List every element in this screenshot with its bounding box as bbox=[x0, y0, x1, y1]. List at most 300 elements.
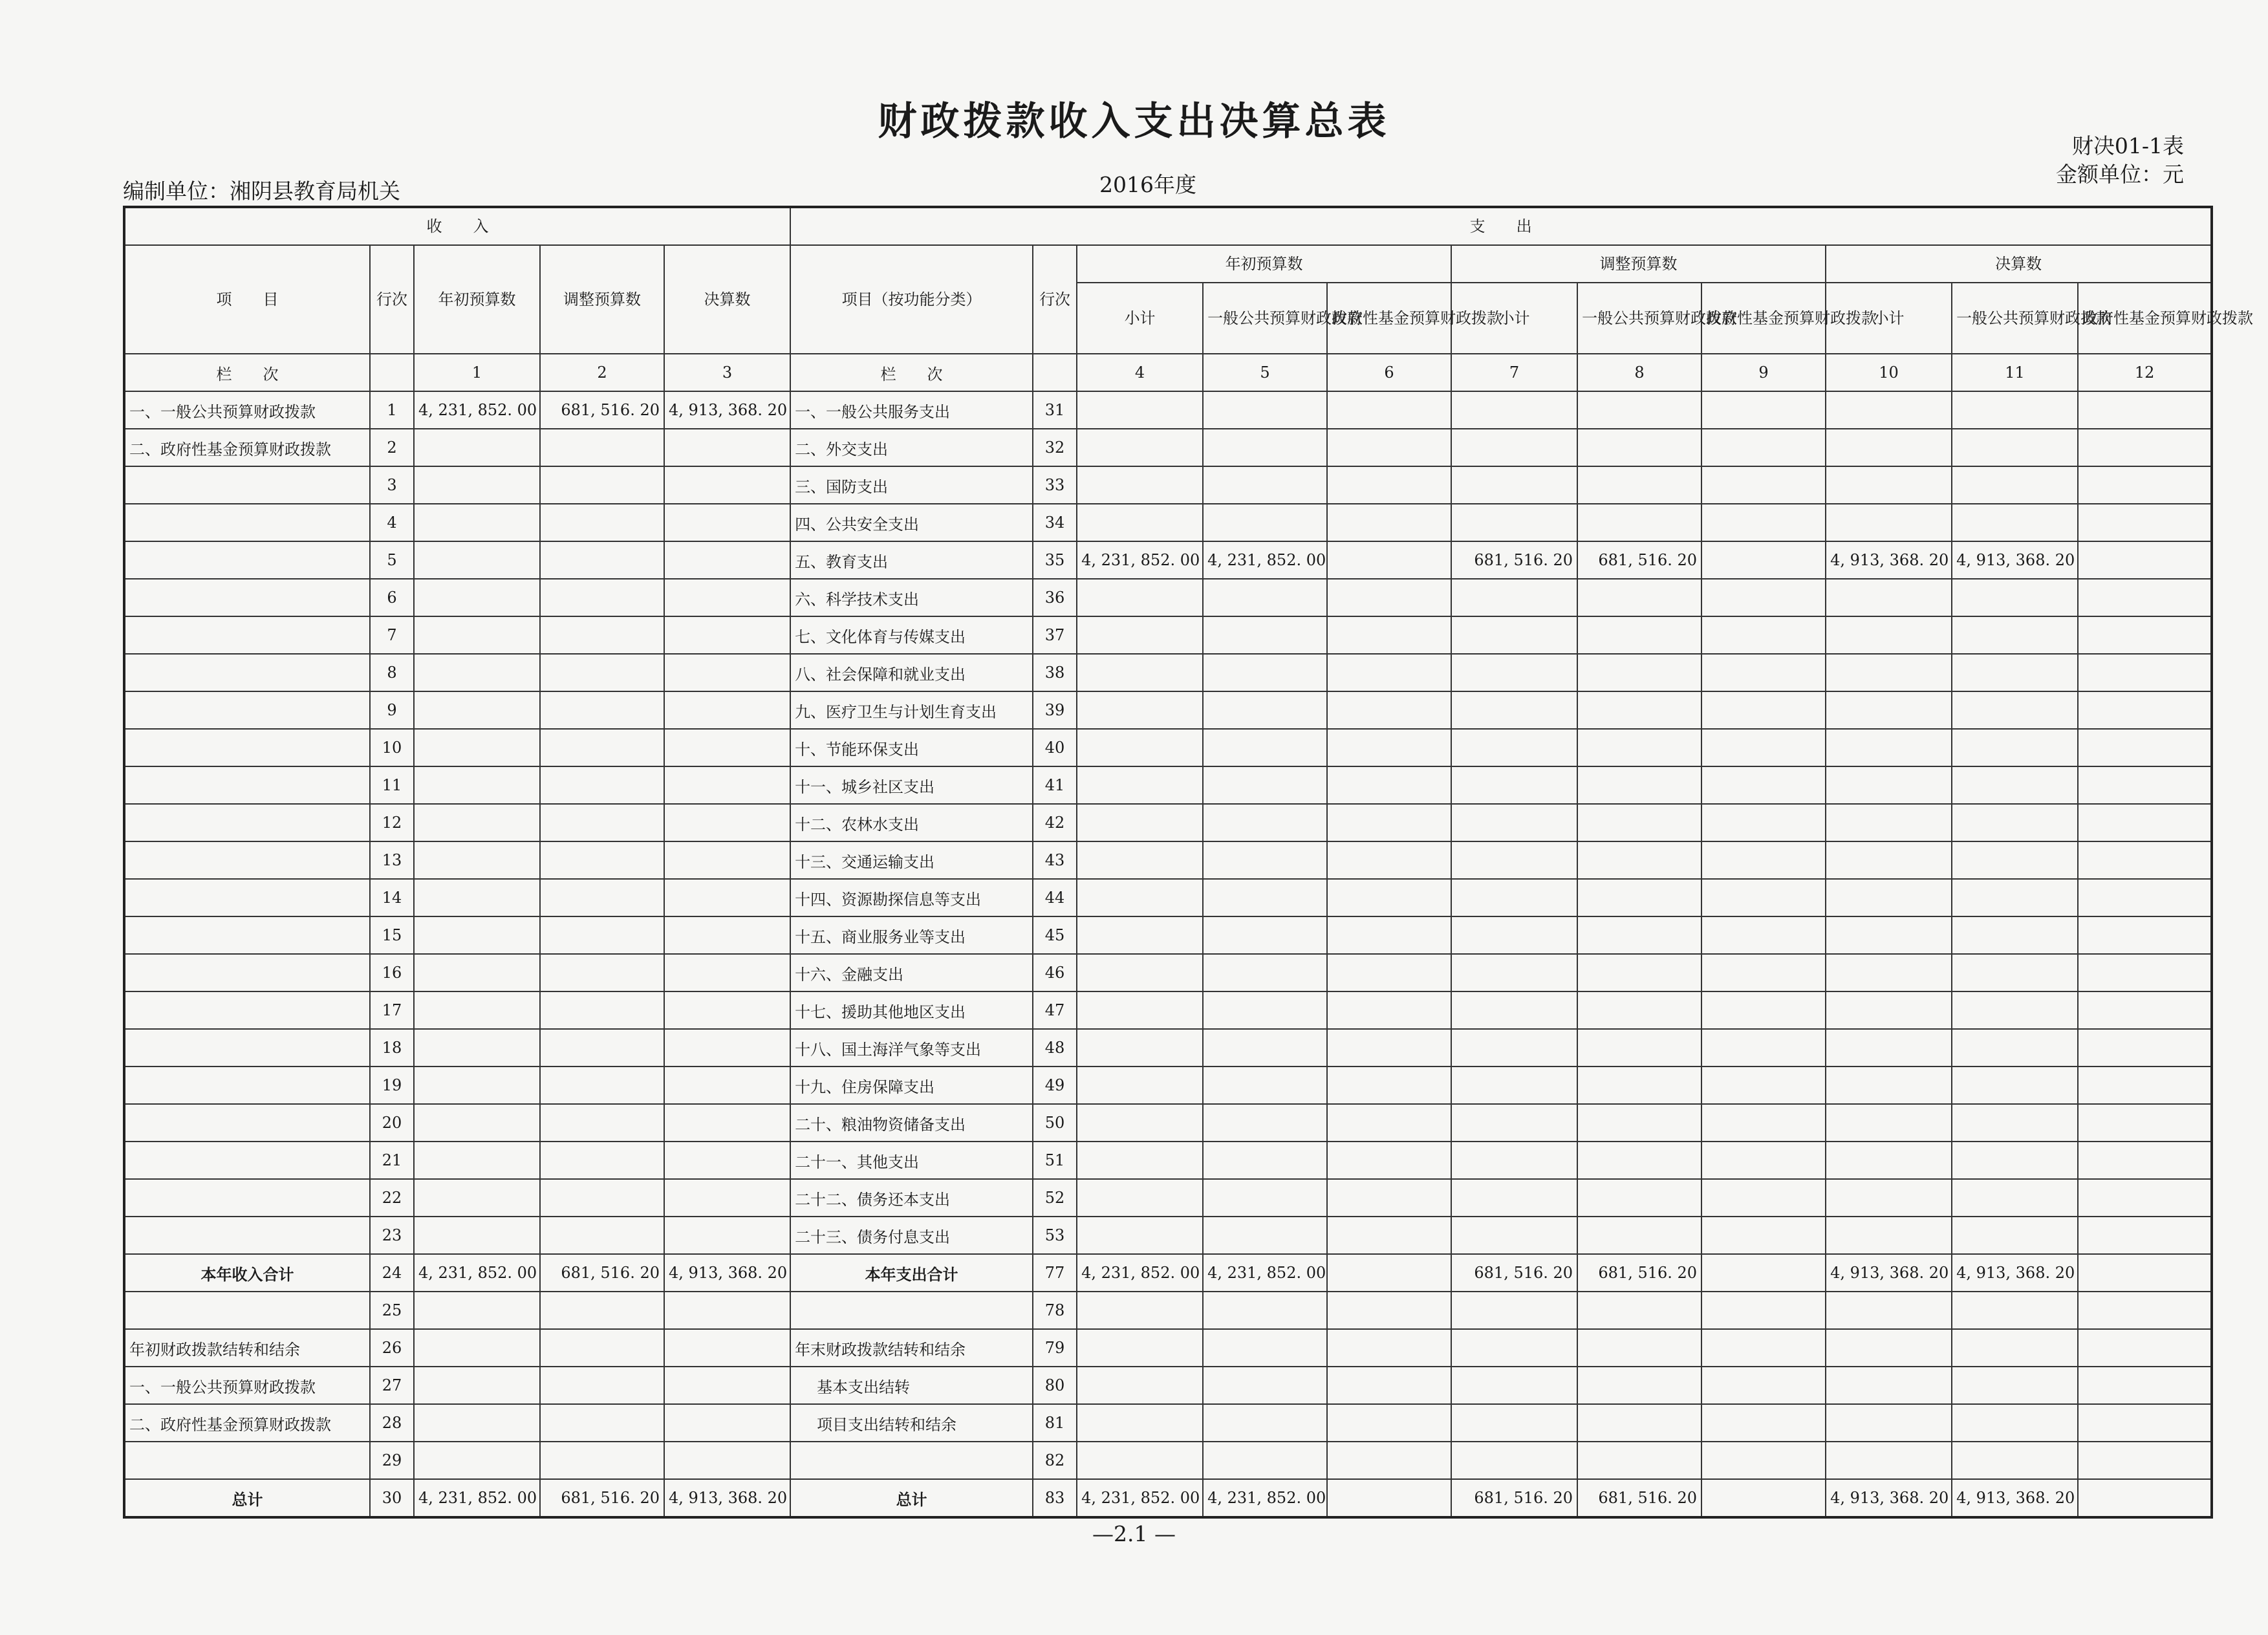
income-value bbox=[664, 579, 790, 616]
expense-value bbox=[1701, 541, 1826, 579]
col-index: 11 bbox=[1952, 354, 2078, 391]
income-value bbox=[414, 879, 540, 916]
income-value bbox=[664, 766, 790, 804]
sub-total-header: 小计 bbox=[1077, 283, 1203, 354]
expense-value bbox=[1952, 654, 2078, 691]
expense-value bbox=[1451, 991, 1577, 1029]
expense-row-number: 81 bbox=[1033, 1404, 1077, 1442]
organization: 编制单位：湘阴县教育局机关 bbox=[123, 179, 400, 204]
income-item bbox=[124, 541, 370, 579]
income-initial-header: 年初预算数 bbox=[414, 245, 540, 354]
table-row bbox=[124, 429, 2212, 466]
col-index: 7 bbox=[1451, 354, 1577, 391]
income-value bbox=[540, 729, 664, 766]
expense-value bbox=[2078, 879, 2212, 916]
col-index: 1 bbox=[414, 354, 540, 391]
expense-value bbox=[1952, 1367, 2078, 1404]
income-value bbox=[540, 1404, 664, 1442]
expense-value bbox=[1203, 1292, 1327, 1329]
expense-value bbox=[1826, 691, 1952, 729]
expense-item bbox=[790, 1442, 1033, 1479]
expense-value bbox=[1952, 766, 2078, 804]
expense-value bbox=[1203, 1029, 1327, 1067]
expense-row-number: 51 bbox=[1033, 1142, 1077, 1179]
expense-value bbox=[1203, 766, 1327, 804]
expense-value bbox=[1577, 954, 1701, 991]
sub-general-header: 一般公共预算财政拨款 bbox=[1952, 283, 2078, 354]
expense-value bbox=[1577, 1292, 1701, 1329]
expense-item: 二十、粮油物资储备支出 bbox=[790, 1104, 1033, 1142]
income-value bbox=[540, 841, 664, 879]
income-item-header: 项 目 bbox=[124, 245, 370, 354]
income-item: 一、一般公共预算财政拨款 bbox=[124, 391, 370, 429]
expense-value bbox=[1952, 1104, 2078, 1142]
table-row bbox=[124, 466, 2212, 504]
income-row-number: 19 bbox=[370, 1067, 414, 1104]
expense-row-number: 45 bbox=[1033, 916, 1077, 954]
expense-value bbox=[1701, 504, 1826, 541]
expense-row-number: 40 bbox=[1033, 729, 1077, 766]
expense-value bbox=[1952, 841, 2078, 879]
expense-value bbox=[2078, 916, 2212, 954]
expense-value bbox=[1451, 804, 1577, 841]
expense-value bbox=[1577, 804, 1701, 841]
table-row bbox=[124, 579, 2212, 616]
expense-value bbox=[1451, 1142, 1577, 1179]
table-row bbox=[124, 841, 2212, 879]
sub-general-header: 一般公共预算财政拨款 bbox=[1577, 283, 1701, 354]
income-value bbox=[664, 654, 790, 691]
income-value bbox=[414, 1442, 540, 1479]
expense-value bbox=[1826, 391, 1952, 429]
expense-value bbox=[1451, 504, 1577, 541]
income-value bbox=[414, 729, 540, 766]
income-item bbox=[124, 1179, 370, 1217]
expense-value bbox=[1826, 954, 1952, 991]
table-row bbox=[124, 541, 2212, 579]
expense-value bbox=[1577, 616, 1701, 654]
expense-item: 十四、资源勘探信息等支出 bbox=[790, 879, 1033, 916]
expense-item: 十一、城乡社区支出 bbox=[790, 766, 1033, 804]
expense-value bbox=[1077, 766, 1203, 804]
income-value bbox=[540, 1292, 664, 1329]
expense-value bbox=[1701, 1404, 1826, 1442]
expense-value bbox=[1701, 691, 1826, 729]
income-item bbox=[124, 1217, 370, 1254]
expense-value bbox=[1203, 1404, 1327, 1442]
expense-value bbox=[1826, 579, 1952, 616]
expense-value bbox=[1077, 1217, 1203, 1254]
expense-value bbox=[2078, 429, 2212, 466]
expense-value bbox=[1826, 991, 1952, 1029]
expense-item bbox=[790, 1292, 1033, 1329]
expense-value bbox=[1577, 1404, 1701, 1442]
expense-value bbox=[1203, 879, 1327, 916]
expense-value bbox=[1327, 579, 1451, 616]
income-value bbox=[664, 1404, 790, 1442]
expense-value bbox=[1701, 766, 1826, 804]
sub-total-header: 小计 bbox=[1451, 283, 1577, 354]
table-row bbox=[124, 954, 2212, 991]
expense-value bbox=[2078, 1104, 2212, 1142]
income-value: 4, 231, 852. 00 bbox=[414, 1254, 540, 1292]
income-value bbox=[664, 991, 790, 1029]
expense-row-number: 38 bbox=[1033, 654, 1077, 691]
expense-row-number: 49 bbox=[1033, 1067, 1077, 1104]
expense-value bbox=[1701, 466, 1826, 504]
expense-value bbox=[1826, 1104, 1952, 1142]
income-value bbox=[540, 429, 664, 466]
expense-value bbox=[1077, 991, 1203, 1029]
expense-value bbox=[1701, 1367, 1826, 1404]
expense-value bbox=[2078, 729, 2212, 766]
column-index-row bbox=[124, 354, 2212, 391]
expense-value bbox=[1077, 429, 1203, 466]
income-item bbox=[124, 841, 370, 879]
table-row bbox=[124, 391, 2212, 429]
table-row bbox=[124, 1067, 2212, 1104]
income-row-number: 8 bbox=[370, 654, 414, 691]
expense-value bbox=[1577, 991, 1701, 1029]
income-item bbox=[124, 579, 370, 616]
income-value bbox=[540, 691, 664, 729]
expense-value: 681, 516. 20 bbox=[1451, 541, 1577, 579]
expense-value bbox=[1826, 1404, 1952, 1442]
expense-item: 八、社会保障和就业支出 bbox=[790, 654, 1033, 691]
expense-value bbox=[1952, 504, 2078, 541]
expense-row-number: 31 bbox=[1033, 391, 1077, 429]
income-row-number: 30 bbox=[370, 1479, 414, 1517]
income-item bbox=[124, 916, 370, 954]
expense-value bbox=[1077, 729, 1203, 766]
income-value bbox=[414, 1067, 540, 1104]
expense-row-number: 77 bbox=[1033, 1254, 1077, 1292]
income-value bbox=[540, 766, 664, 804]
expense-value: 4, 913, 368. 20 bbox=[1952, 1254, 2078, 1292]
expense-value bbox=[2078, 1479, 2212, 1517]
income-value bbox=[664, 1329, 790, 1367]
income-item bbox=[124, 1067, 370, 1104]
expense-value bbox=[1327, 804, 1451, 841]
expense-value bbox=[1952, 879, 2078, 916]
expense-value bbox=[1451, 691, 1577, 729]
expense-row-number: 48 bbox=[1033, 1029, 1077, 1067]
income-value bbox=[540, 1142, 664, 1179]
expense-value bbox=[1577, 766, 1701, 804]
expense-value bbox=[1826, 654, 1952, 691]
income-value bbox=[664, 841, 790, 879]
expense-row-number: 33 bbox=[1033, 466, 1077, 504]
expense-value bbox=[1451, 1067, 1577, 1104]
expense-value bbox=[1952, 729, 2078, 766]
expense-value bbox=[1327, 954, 1451, 991]
expense-value bbox=[1701, 1142, 1826, 1179]
expense-row-number: 32 bbox=[1033, 429, 1077, 466]
expense-value bbox=[2078, 804, 2212, 841]
expense-item: 二十一、其他支出 bbox=[790, 1142, 1033, 1179]
income-item bbox=[124, 1292, 370, 1329]
expense-value bbox=[1701, 1479, 1826, 1517]
expense-value bbox=[1451, 841, 1577, 879]
income-value bbox=[664, 1067, 790, 1104]
col-index: 12 bbox=[2078, 354, 2212, 391]
form-number: 财决01-1表 bbox=[2071, 133, 2184, 158]
expense-value bbox=[2078, 466, 2212, 504]
income-value bbox=[540, 1329, 664, 1367]
income-item bbox=[124, 991, 370, 1029]
income-value: 4, 913, 368. 20 bbox=[664, 1254, 790, 1292]
expense-value bbox=[1952, 1292, 2078, 1329]
income-value bbox=[414, 841, 540, 879]
expense-value bbox=[1826, 1442, 1952, 1479]
income-row-number: 6 bbox=[370, 579, 414, 616]
expense-item: 四、公共安全支出 bbox=[790, 504, 1033, 541]
income-value bbox=[664, 429, 790, 466]
col-index: 9 bbox=[1701, 354, 1826, 391]
income-item bbox=[124, 1029, 370, 1067]
income-row-number: 1 bbox=[370, 391, 414, 429]
income-value bbox=[540, 504, 664, 541]
expense-value bbox=[1952, 579, 2078, 616]
income-value bbox=[540, 1367, 664, 1404]
income-item: 二、政府性基金预算财政拨款 bbox=[124, 1404, 370, 1442]
income-value: 681, 516. 20 bbox=[540, 1254, 664, 1292]
expense-value bbox=[1327, 654, 1451, 691]
table-row bbox=[124, 616, 2212, 654]
expense-item: 十七、援助其他地区支出 bbox=[790, 991, 1033, 1029]
expense-value bbox=[1701, 879, 1826, 916]
expense-value bbox=[1203, 1142, 1327, 1179]
income-value bbox=[414, 1329, 540, 1367]
expense-value bbox=[1327, 1217, 1451, 1254]
expense-value: 681, 516. 20 bbox=[1451, 1254, 1577, 1292]
expense-value: 681, 516. 20 bbox=[1577, 1254, 1701, 1292]
expense-value bbox=[1327, 1442, 1451, 1479]
col-index: 8 bbox=[1577, 354, 1701, 391]
expense-value bbox=[1203, 466, 1327, 504]
expense-row-number: 46 bbox=[1033, 954, 1077, 991]
income-item: 二、政府性基金预算财政拨款 bbox=[124, 429, 370, 466]
expense-value bbox=[2078, 504, 2212, 541]
expense-value bbox=[1203, 391, 1327, 429]
income-value bbox=[664, 954, 790, 991]
expense-value bbox=[1077, 879, 1203, 916]
income-row-number: 15 bbox=[370, 916, 414, 954]
income-value bbox=[414, 466, 540, 504]
expense-value bbox=[1451, 954, 1577, 991]
expense-value bbox=[1701, 841, 1826, 879]
expense-value bbox=[1077, 466, 1203, 504]
income-value bbox=[414, 1217, 540, 1254]
income-value bbox=[414, 1367, 540, 1404]
col-index: 2 bbox=[540, 354, 664, 391]
budget-table bbox=[123, 206, 2254, 1519]
expense-value: 4, 913, 368. 20 bbox=[1826, 1254, 1952, 1292]
expense-value bbox=[1077, 1329, 1203, 1367]
income-row-number: 10 bbox=[370, 729, 414, 766]
expense-value bbox=[2078, 841, 2212, 879]
income-value bbox=[664, 616, 790, 654]
income-value bbox=[414, 504, 540, 541]
expense-value bbox=[1327, 916, 1451, 954]
expense-value bbox=[1701, 429, 1826, 466]
income-row-number: 17 bbox=[370, 991, 414, 1029]
income-value bbox=[664, 1217, 790, 1254]
table-row bbox=[124, 729, 2212, 766]
empty-cell bbox=[370, 354, 414, 391]
empty-cell bbox=[1033, 354, 1077, 391]
expense-value bbox=[1327, 1404, 1451, 1442]
expense-value bbox=[1327, 1029, 1451, 1067]
expense-value bbox=[1826, 1292, 1952, 1329]
income-row-number: 20 bbox=[370, 1104, 414, 1142]
expense-row-number: 80 bbox=[1033, 1367, 1077, 1404]
expense-value bbox=[1577, 579, 1701, 616]
expense-value bbox=[1577, 1067, 1701, 1104]
expense-value bbox=[2078, 991, 2212, 1029]
income-value bbox=[414, 616, 540, 654]
income-value bbox=[664, 691, 790, 729]
table-row bbox=[124, 1404, 2212, 1442]
expense-item: 十九、住房保障支出 bbox=[790, 1067, 1033, 1104]
income-item bbox=[124, 504, 370, 541]
expense-value bbox=[1327, 1254, 1451, 1292]
income-value bbox=[414, 991, 540, 1029]
income-value bbox=[664, 1142, 790, 1179]
expense-value: 4, 913, 368. 20 bbox=[1826, 541, 1952, 579]
expense-value bbox=[1203, 429, 1327, 466]
expense-value bbox=[1952, 1029, 2078, 1067]
income-value bbox=[414, 916, 540, 954]
income-item bbox=[124, 1442, 370, 1479]
expense-initial-group: 年初预算数 bbox=[1077, 245, 1451, 283]
expense-value bbox=[1077, 1442, 1203, 1479]
col-index: 10 bbox=[1826, 354, 1952, 391]
income-row-number: 3 bbox=[370, 466, 414, 504]
expense-value bbox=[1203, 691, 1327, 729]
expense-value bbox=[2078, 1067, 2212, 1104]
income-row-number: 21 bbox=[370, 1142, 414, 1179]
expense-value bbox=[2078, 1179, 2212, 1217]
expense-value: 4, 231, 852. 00 bbox=[1203, 541, 1327, 579]
expense-value bbox=[1701, 1029, 1826, 1067]
expense-row-number: 79 bbox=[1033, 1329, 1077, 1367]
income-row-header: 行次 bbox=[370, 245, 414, 354]
expense-value bbox=[1577, 654, 1701, 691]
expense-value bbox=[1577, 1179, 1701, 1217]
expense-value bbox=[1952, 391, 2078, 429]
currency-unit: 金额单位：元 bbox=[2056, 162, 2184, 187]
expense-value bbox=[1451, 1292, 1577, 1329]
expense-value bbox=[2078, 1142, 2212, 1179]
table-row bbox=[124, 1142, 2212, 1179]
expense-row-number: 37 bbox=[1033, 616, 1077, 654]
expense-value bbox=[1701, 1067, 1826, 1104]
expense-value bbox=[1077, 654, 1203, 691]
expense-item: 三、国防支出 bbox=[790, 466, 1033, 504]
expense-value bbox=[1952, 804, 2078, 841]
expense-value bbox=[1077, 1067, 1203, 1104]
income-value bbox=[540, 1067, 664, 1104]
income-value bbox=[664, 804, 790, 841]
income-item bbox=[124, 729, 370, 766]
header-row-2 bbox=[124, 245, 2212, 283]
income-item bbox=[124, 616, 370, 654]
income-value bbox=[664, 879, 790, 916]
expense-value bbox=[1451, 391, 1577, 429]
expense-value bbox=[2078, 766, 2212, 804]
expense-value bbox=[1077, 1404, 1203, 1442]
income-value bbox=[540, 654, 664, 691]
sub-fund-header: 政府性基金预算财政拨款 bbox=[1701, 283, 1826, 354]
income-value bbox=[664, 541, 790, 579]
expense-value bbox=[1327, 1067, 1451, 1104]
income-value: 4, 913, 368. 20 bbox=[664, 391, 790, 429]
sub-fund-header: 政府性基金预算财政拨款 bbox=[1327, 283, 1451, 354]
expense-row-number: 50 bbox=[1033, 1104, 1077, 1142]
expense-value bbox=[1203, 579, 1327, 616]
expense-value bbox=[1577, 429, 1701, 466]
expense-value bbox=[1826, 879, 1952, 916]
expense-row-number: 43 bbox=[1033, 841, 1077, 879]
expense-value bbox=[1826, 916, 1952, 954]
income-value bbox=[540, 466, 664, 504]
table-row bbox=[124, 1442, 2212, 1479]
expense-value bbox=[1826, 804, 1952, 841]
income-value bbox=[540, 991, 664, 1029]
expense-index-label: 栏 次 bbox=[790, 354, 1033, 391]
income-value bbox=[540, 1179, 664, 1217]
expense-final-group: 决算数 bbox=[1826, 245, 2212, 283]
expense-value bbox=[1826, 466, 1952, 504]
expense-value bbox=[1327, 879, 1451, 916]
expense-item: 十五、商业服务业等支出 bbox=[790, 916, 1033, 954]
expense-value bbox=[1451, 1217, 1577, 1254]
expense-value bbox=[1826, 766, 1952, 804]
income-item bbox=[124, 766, 370, 804]
expense-value bbox=[1327, 1329, 1451, 1367]
expense-value: 4, 913, 368. 20 bbox=[1952, 1479, 2078, 1517]
expense-value bbox=[1327, 616, 1451, 654]
expense-value bbox=[1451, 616, 1577, 654]
expense-value bbox=[2078, 579, 2212, 616]
expense-value bbox=[1701, 1104, 1826, 1142]
expense-value bbox=[1327, 1292, 1451, 1329]
table-row bbox=[124, 1217, 2212, 1254]
expense-value bbox=[1826, 1142, 1952, 1179]
expense-value bbox=[1077, 1367, 1203, 1404]
expense-value bbox=[1952, 954, 2078, 991]
expense-value bbox=[1451, 1329, 1577, 1367]
income-value: 4, 231, 852. 00 bbox=[414, 391, 540, 429]
expense-item: 六、科学技术支出 bbox=[790, 579, 1033, 616]
expense-value bbox=[1577, 1442, 1701, 1479]
expense-value bbox=[1952, 691, 2078, 729]
expense-item: 十八、国土海洋气象等支出 bbox=[790, 1029, 1033, 1067]
expense-row-number: 44 bbox=[1033, 879, 1077, 916]
expense-value bbox=[1451, 879, 1577, 916]
expense-value bbox=[1952, 1067, 2078, 1104]
table-row bbox=[124, 916, 2212, 954]
income-row-number: 5 bbox=[370, 541, 414, 579]
table-row bbox=[124, 991, 2212, 1029]
expense-row-header: 行次 bbox=[1033, 245, 1077, 354]
expense-row-number: 34 bbox=[1033, 504, 1077, 541]
expense-value bbox=[1577, 1029, 1701, 1067]
expense-value bbox=[1451, 1367, 1577, 1404]
expense-value bbox=[1327, 729, 1451, 766]
expense-value bbox=[1327, 766, 1451, 804]
